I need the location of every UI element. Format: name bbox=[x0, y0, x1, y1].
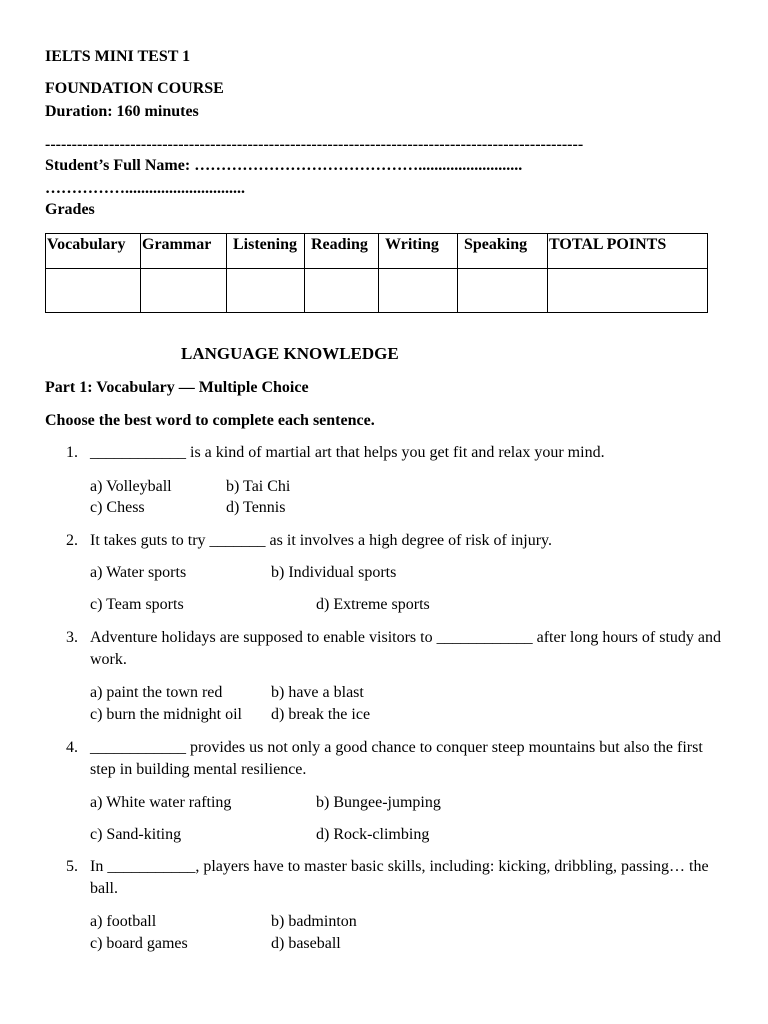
grades-header-cell: Grammar bbox=[141, 234, 227, 269]
option-c[interactable]: c) Chess bbox=[90, 499, 145, 516]
grades-value-row bbox=[46, 269, 708, 313]
grade-cell bbox=[46, 269, 141, 313]
question-number: 3. bbox=[66, 629, 78, 646]
grade-cell bbox=[458, 269, 548, 313]
option-a[interactable]: a) paint the town red bbox=[90, 684, 223, 701]
grades-header-cell: Vocabulary bbox=[46, 234, 141, 269]
grades-header-cell: Writing bbox=[379, 234, 458, 269]
section-title: LANGUAGE KNOWLEDGE bbox=[181, 344, 399, 363]
grade-cell bbox=[379, 269, 458, 313]
grades-header-cell: Listening bbox=[227, 234, 305, 269]
grades-table bbox=[45, 233, 708, 313]
option-a[interactable]: a) Water sports bbox=[90, 564, 187, 581]
grades-label: Grades bbox=[45, 201, 95, 218]
question-text: ____________ provides us not only a good chance to conquer steep mountains but also the first step in building mental resilience. bbox=[90, 739, 703, 778]
grades-header-cell: Speaking bbox=[458, 234, 548, 269]
option-a[interactable]: a) football bbox=[90, 913, 157, 930]
option-b[interactable]: b) Bungee-jumping bbox=[316, 794, 441, 811]
student-name-label: Student’s Full Name: …………………………………….......................... bbox=[45, 157, 523, 174]
grade-cell bbox=[548, 269, 708, 313]
option-a[interactable]: a) White water rafting bbox=[90, 794, 232, 811]
grade-cell bbox=[141, 269, 227, 313]
option-a[interactable]: a) Volleyball bbox=[90, 478, 172, 495]
question-number: 5. bbox=[66, 858, 78, 875]
grades-header-cell: Reading bbox=[305, 234, 379, 269]
test-title: IELTS MINI TEST 1 bbox=[45, 48, 191, 65]
student-name-continuation: …………….............................. bbox=[45, 180, 245, 197]
option-c[interactable]: c) Team sports bbox=[90, 596, 184, 613]
divider-line: ----------------------------------------------------------------------------------------------------- bbox=[45, 136, 584, 153]
option-c[interactable]: c) board games bbox=[90, 935, 188, 952]
grade-cell bbox=[227, 269, 305, 313]
question-text: ____________ is a kind of martial art that helps you get fit and relax your mind. bbox=[90, 444, 605, 461]
grades-header-row bbox=[46, 234, 708, 269]
option-d[interactable]: d) break the ice bbox=[271, 706, 371, 723]
question-number: 1. bbox=[66, 444, 78, 461]
option-d[interactable]: d) Tennis bbox=[226, 499, 286, 516]
option-d[interactable]: d) baseball bbox=[271, 935, 341, 952]
grades-header-cell: TOTAL POINTS bbox=[548, 234, 708, 269]
question-number: 2. bbox=[66, 532, 78, 549]
option-b[interactable]: b) Individual sports bbox=[271, 564, 397, 581]
option-d[interactable]: d) Extreme sports bbox=[316, 596, 430, 613]
option-b[interactable]: b) badminton bbox=[271, 913, 357, 930]
instruction: Choose the best word to complete each sentence. bbox=[45, 412, 375, 429]
duration: Duration: 160 minutes bbox=[45, 103, 199, 120]
option-d[interactable]: d) Rock-climbing bbox=[316, 826, 430, 843]
question-text: It takes guts to try _______ as it involves a high degree of risk of injury. bbox=[90, 532, 552, 549]
question-text: In ___________, players have to master basic skills, including: kicking, dribbling, passing… the ball. bbox=[90, 858, 709, 897]
question-number: 4. bbox=[66, 739, 78, 756]
question-text: Adventure holidays are supposed to enable visitors to ____________ after long hours of study and work. bbox=[90, 629, 721, 668]
option-b[interactable]: b) have a blast bbox=[271, 684, 364, 701]
grade-cell bbox=[305, 269, 379, 313]
course-name: FOUNDATION COURSE bbox=[45, 80, 224, 97]
option-c[interactable]: c) burn the midnight oil bbox=[90, 706, 242, 723]
option-c[interactable]: c) Sand-kiting bbox=[90, 826, 182, 843]
option-b[interactable]: b) Tai Chi bbox=[226, 478, 291, 495]
part-title: Part 1: Vocabulary — Multiple Choice bbox=[45, 379, 309, 396]
